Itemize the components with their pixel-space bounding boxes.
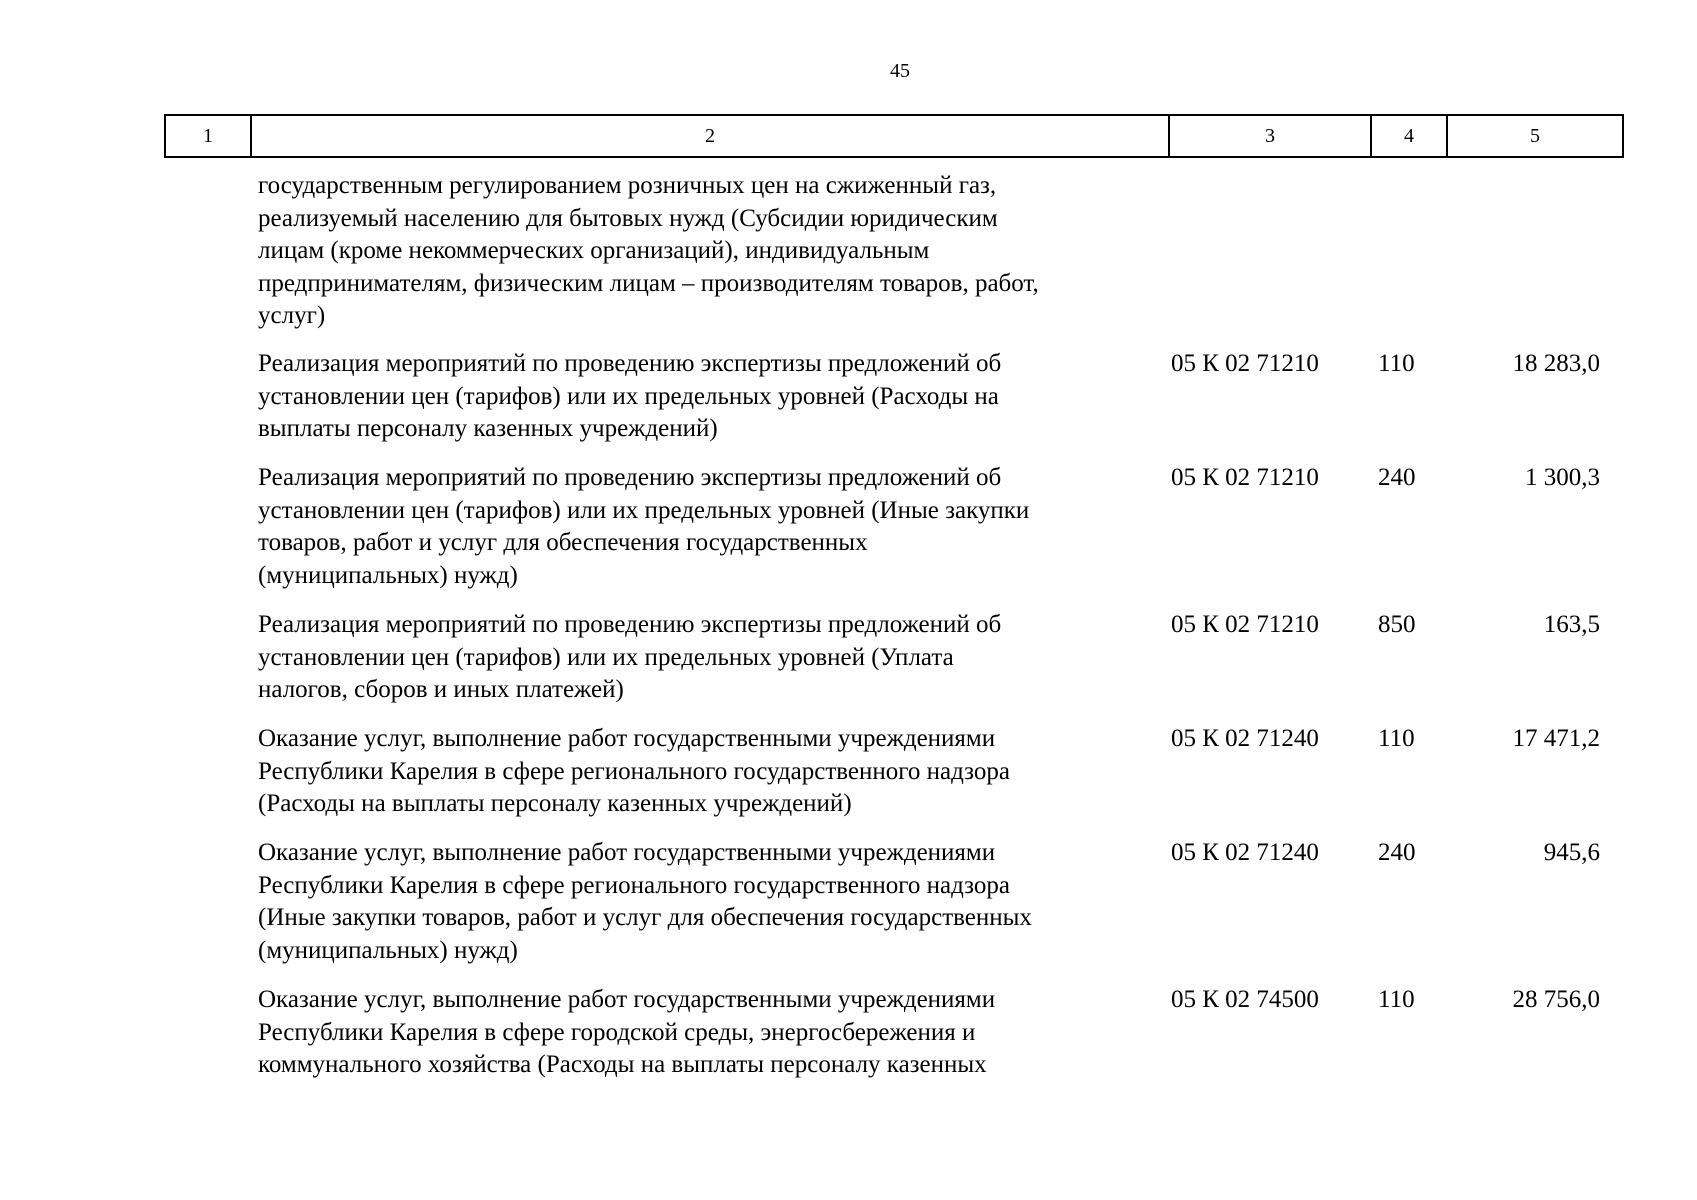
row-description: Реализация мероприятий по проведению экспертизы предложений об установлении цен (тарифов) или их предельных уровней (Иные закупки товаров, работ и услуг для обеспечения государственных (муниципальных) нужд)	[258, 464, 1030, 589]
row-amount: 1 300,3	[1525, 464, 1600, 491]
row-budget-code: 05 К 02 71240	[1171, 839, 1319, 866]
row-amount: 28 756,0	[1512, 986, 1600, 1013]
row-description: Оказание услуг, выполнение работ государственными учреждениями Республики Карелия в сфере городской среды, энергосбережения и коммунального хозяйства (Расходы на выплаты персоналу казенных	[258, 986, 996, 1078]
row-description: государственным регулированием розничных цен на сжиженный газ, реализуемый населению для бытовых нужд (Субсидии юридическим лицам (кроме некоммерческих организаций), индивидуальным предпринимателям, физическим лицам – производителям товаров, работ, услуг)	[258, 172, 1039, 329]
row-budget-code: 05 К 02 71240	[1171, 725, 1319, 752]
row-expense-type: 240	[1378, 464, 1416, 491]
row-expense-type: 110	[1378, 725, 1415, 752]
row-budget-code: 05 К 02 71210	[1171, 350, 1319, 377]
row-amount: 945,6	[1543, 839, 1600, 866]
row-budget-code: 05 К 02 71210	[1171, 611, 1319, 638]
column-number-5: 5	[1447, 115, 1623, 157]
row-description: Реализация мероприятий по проведению экспертизы предложений об установлении цен (тарифов) или их предельных уровней (Уплата налогов, сборов и иных платежей)	[258, 611, 1002, 703]
column-number-3: 3	[1169, 115, 1371, 157]
row-description: Оказание услуг, выполнение работ государственными учреждениями Республики Карелия в сфере регионального государственного надзора (Расходы на выплаты персоналу казенных учреждений)	[258, 725, 1010, 817]
column-number-4: 4	[1371, 115, 1447, 157]
column-number-2: 2	[251, 115, 1169, 157]
row-amount: 163,5	[1543, 611, 1600, 638]
row-budget-code: 05 К 02 71210	[1171, 464, 1319, 491]
row-budget-code: 05 К 02 74500	[1171, 986, 1319, 1013]
row-expense-type: 240	[1378, 839, 1416, 866]
row-expense-type: 110	[1378, 986, 1415, 1013]
row-description: Оказание услуг, выполнение работ государственными учреждениями Республики Карелия в сфере регионального государственного надзора (Иные закупки товаров, работ и услуг для обеспечения государственных (муниципальных) нужд)	[258, 839, 1032, 964]
row-description: Реализация мероприятий по проведению экспертизы предложений об установлении цен (тарифов) или их предельных уровней (Расходы на выплаты персоналу казенных учреждений)	[258, 350, 1002, 442]
column-number-1: 1	[165, 115, 251, 157]
row-expense-type: 850	[1378, 611, 1416, 638]
row-expense-type: 110	[1378, 350, 1415, 377]
page-number: 45	[890, 60, 910, 82]
row-amount: 17 471,2	[1512, 725, 1600, 752]
row-amount: 18 283,0	[1512, 350, 1600, 377]
